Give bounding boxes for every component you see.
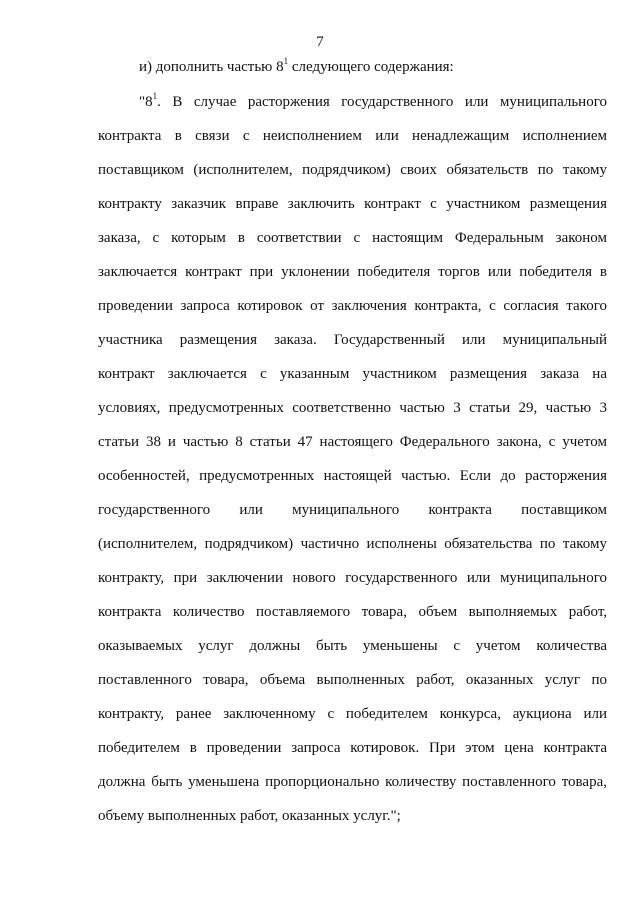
paragraph-line: статьи 38 и частью 8 статьи 47 настоящего Федерального закона, с учетом <box>98 434 607 450</box>
paragraph-line: контракту, ранее заключенному с победителем конкурса, аукциона или <box>98 706 607 722</box>
paragraph-line: участника размещения заказа. Государственный или муниципальный <box>98 332 607 348</box>
paragraph-line: контракта количество поставляемого товара, объем выполняемых работ, <box>98 604 607 620</box>
paragraph-first-line <box>139 92 607 112</box>
paragraph-line: проведении запроса котировок от заключения контракта, с согласия такого <box>98 298 607 314</box>
paragraph-number: "$8^1$ <box>139 92 158 110</box>
paragraph-line: контракт заключается с указанным участником размещения заказа на <box>98 366 607 382</box>
paragraph-line: (исполнителем, подрядчиком) частично исполнены обязательства по такому <box>98 536 607 552</box>
paragraph-line: поставленного товара, объема выполненных работ, оказанных услуг по <box>98 672 607 688</box>
paragraph-line: победителем в проведении запроса котировок. При этом цена контракта <box>98 740 607 756</box>
paragraph-line: оказываемых услуг должны быть уменьшены с учетом количества <box>98 638 607 654</box>
paragraph-line: контракту, при заключении нового государственного или муниципального <box>98 570 607 586</box>
paragraph-first-line-text: . В случае расторжения государственного или муниципального <box>157 94 607 110</box>
paragraph-line: заказа, с которым в соответствии с настоящим Федеральным законом <box>98 230 607 246</box>
paragraph-last-line: объему выполненных работ, оказанных услуг."; <box>98 808 401 824</box>
paragraph-line: заключается контракт при уклонении победителя торгов или победителя в <box>98 264 607 280</box>
page-number: 7 <box>316 34 324 50</box>
paragraph-line: контракту заказчик вправе заключить контракт с участником размещения <box>98 196 607 212</box>
paragraph-line: контракта в связи с неисполнением или ненадлежащим исполнением <box>98 128 607 144</box>
paragraph-line: условиях, предусмотренных соответственно частью 3 статьи 29, частью 3 <box>98 400 607 416</box>
intro-text: и) дополнить частью 8 <box>139 59 284 75</box>
intro-superscript: 1 <box>283 56 289 66</box>
intro-line <box>139 57 454 77</box>
paragraph-line: особенностей, предусмотренных настоящей частью. Если до расторжения <box>98 468 607 484</box>
paragraph-line: государственного или муниципального контракта поставщиком <box>98 502 607 518</box>
paragraph-line: должна быть уменьшена пропорционально количеству поставленного товара, <box>98 774 607 790</box>
intro-text-end: следующего содержания: <box>288 59 454 75</box>
paragraph-line: поставщиком (исполнителем, подрядчиком) своих обязательств по такому <box>98 162 607 178</box>
